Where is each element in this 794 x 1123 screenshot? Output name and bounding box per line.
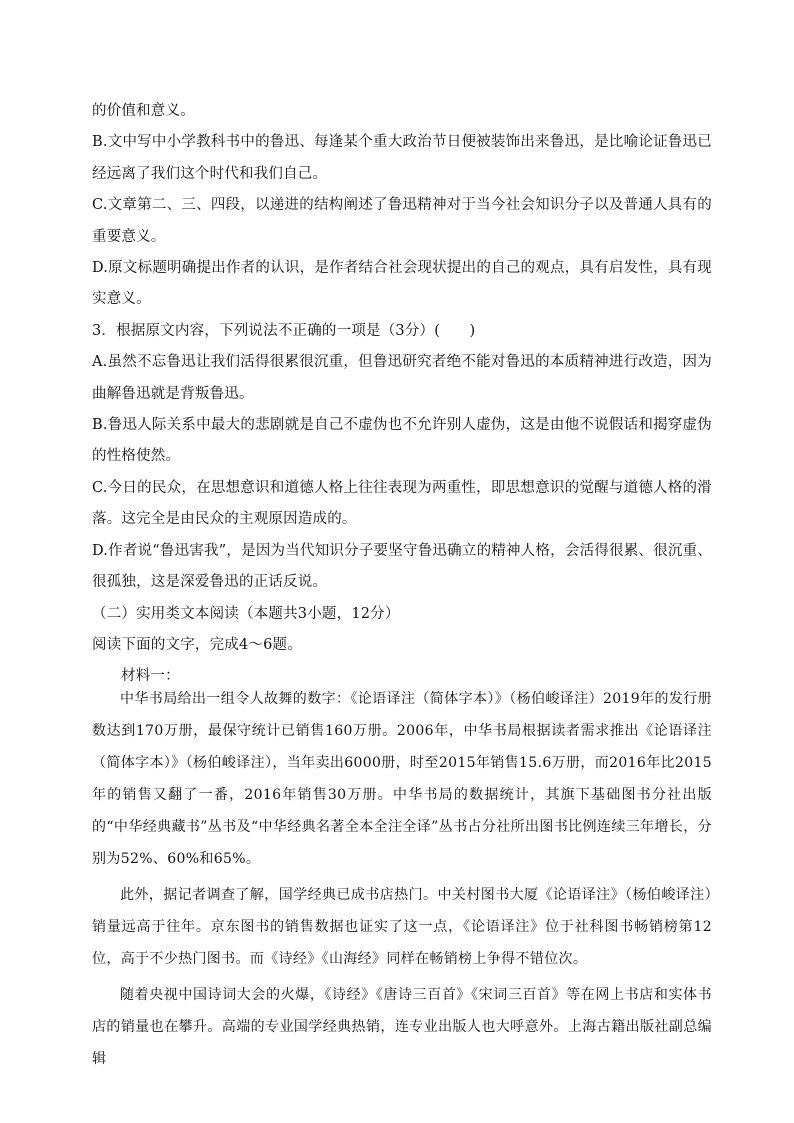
question2-option-d: D.原文标题明确提出作者的认识，是作者结合社会现状提出的自己的观点，具有启发性，具有现实意义。	[92, 260, 712, 308]
material-one-text	[92, 683, 712, 1075]
question3-option-b: B.鲁迅人际关系中最大的悲剧就是自己不虚伪也不允许别人虚伪，这是由他不说假话和揭穿虚伪的性格使然。	[92, 417, 712, 465]
material-paragraph: 中华书局给出一组令人故舞的数字：《论语译注（简体字本）》（杨伯峻译注）2019年的发行册数达到170万册，最保守统计已销售160万册。2006年，中华书局根据读者需求推出《论语译注（简体字本）》（杨伯峻译注），当年卖出6000册，时至2015年销售15.6万册，而2016年比2015年的销售又翻了一番，2016年销售30万册。中华书局的数据统计，其旗下基础图书分社出版的“中华经典藏书”丛书及“中华经典名著全本全注全译”丛书占分社所出图书比例连续三年增长，分别为52%、60%和65%。	[92, 691, 712, 867]
material-label: 材料一：	[121, 668, 180, 685]
question2-option-c: C.文章第二、三、四段，以递进的结构阐述了鲁迅精神对于当今社会知识分子以及普通人具有的重要意义。	[92, 197, 712, 245]
question-block	[92, 96, 712, 693]
question3-option-c: C.今日的民众，在思想意识和道德人格上往往表现为两重性，即思想意识的觉醒与道德人格的滑落。这完全是由民众的主观原因造成的。	[92, 479, 712, 528]
material-paragraph: 随着央视中国诗词大会的火爆，《诗经》《唐诗三百首》《宋词三百首》等在网上书店和实体书店的销量也在攀升。高端的专业国学经典热销，连专业出版人也大呼意外。上海古籍出版社副总编辑	[92, 987, 712, 1067]
material-paragraph: 此外，据记者调查了解，国学经典已成书店热门。中关村图书大厦《论语译注》（杨伯峻译注）销量远高于往年。京东图书的销售数据也证实了这一点，《论语译注》位于社科图书畅销榜第12位，高于不少热门图书。而《诗经》《山海经》同样在畅销榜上争得不错位次。	[92, 887, 712, 967]
question3-stem: 3．根据原文内容，下列说法不正确的一项是（3分）( )	[92, 322, 476, 339]
question2-option-a-tail: 的价值和意义。	[92, 103, 195, 119]
question3-option-a: A.虽然不忘鲁迅让我们活得很累很沉重，但鲁迅研究者绝不能对鲁迅的本质精神进行改造，因为曲解鲁迅就是背叛鲁迅。	[92, 354, 712, 402]
question2-option-b: B.文中写中小学教科书中的鲁迅、每逢某个重大政治节日便被装饰出来鲁迅，是比喻论证鲁迅已经远离了我们这个时代和我们自己。	[92, 134, 712, 182]
section2-heading: （二）实用类文本阅读（本题共3小题，12分）	[92, 605, 400, 622]
question3-option-d: D.作者说“鲁迅害我”，是因为当代知识分子要坚守鲁迅确立的精神人格，会活得很累、很沉重、很孤独，这是深爱鲁迅的正话反说。	[92, 542, 712, 591]
section2-instruction: 阅读下面的文字，完成4～6题。	[92, 636, 302, 653]
